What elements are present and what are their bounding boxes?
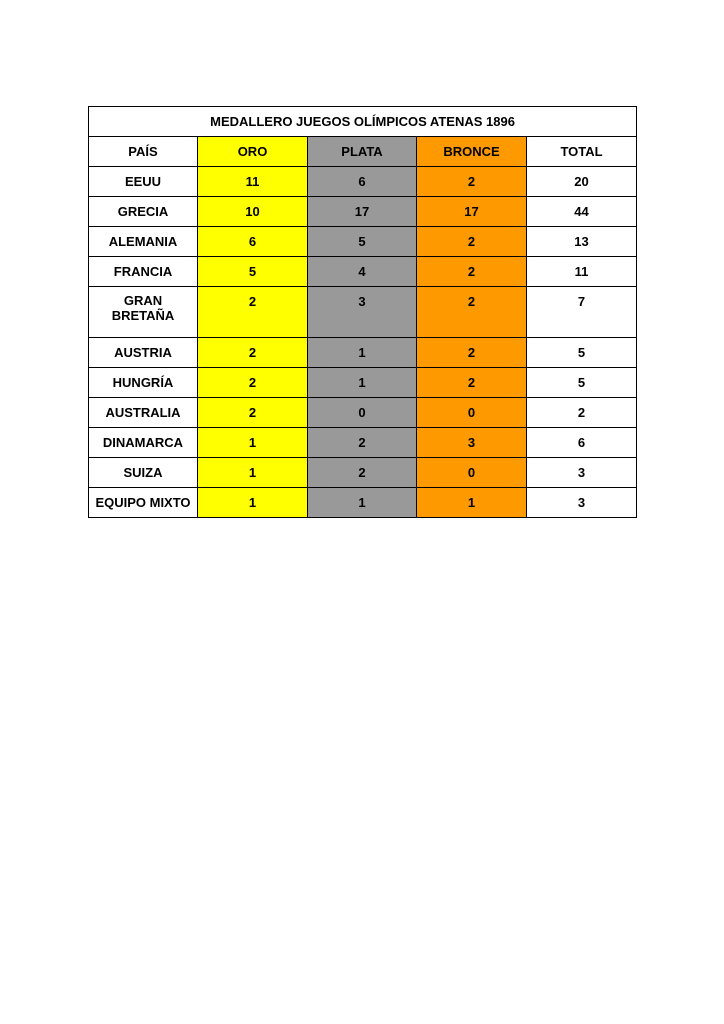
silver-cell: 1 bbox=[308, 368, 417, 398]
table-row bbox=[89, 488, 637, 518]
header-total: TOTAL bbox=[527, 137, 637, 167]
total-cell: 11 bbox=[527, 257, 637, 287]
table-row bbox=[89, 257, 637, 287]
total-cell: 7 bbox=[527, 287, 637, 338]
silver-cell: 6 bbox=[308, 167, 417, 197]
silver-cell: 5 bbox=[308, 227, 417, 257]
table-title-row bbox=[89, 107, 637, 137]
bronze-cell: 2 bbox=[417, 368, 527, 398]
gold-cell: 6 bbox=[198, 227, 308, 257]
country-cell: AUSTRALIA bbox=[89, 398, 198, 428]
bronze-cell: 2 bbox=[417, 227, 527, 257]
table-row bbox=[89, 287, 637, 338]
total-cell: 3 bbox=[527, 458, 637, 488]
gold-cell: 11 bbox=[198, 167, 308, 197]
country-cell: FRANCIA bbox=[89, 257, 198, 287]
silver-cell: 1 bbox=[308, 338, 417, 368]
silver-cell: 17 bbox=[308, 197, 417, 227]
bronze-cell: 0 bbox=[417, 458, 527, 488]
table-row bbox=[89, 227, 637, 257]
country-cell: EEUU bbox=[89, 167, 198, 197]
header-country: PAÍS bbox=[89, 137, 198, 167]
total-cell: 2 bbox=[527, 398, 637, 428]
gold-cell: 2 bbox=[198, 338, 308, 368]
table-row bbox=[89, 368, 637, 398]
total-cell: 5 bbox=[527, 368, 637, 398]
header-silver: PLATA bbox=[308, 137, 417, 167]
gold-cell: 1 bbox=[198, 428, 308, 458]
silver-cell: 2 bbox=[308, 458, 417, 488]
country-cell: HUNGRÍA bbox=[89, 368, 198, 398]
silver-cell: 2 bbox=[308, 428, 417, 458]
bronze-cell: 2 bbox=[417, 167, 527, 197]
table-row bbox=[89, 167, 637, 197]
bronze-cell: 2 bbox=[417, 257, 527, 287]
country-cell: EQUIPO MIXTO bbox=[89, 488, 198, 518]
table-row bbox=[89, 398, 637, 428]
bronze-cell: 17 bbox=[417, 197, 527, 227]
gold-cell: 1 bbox=[198, 488, 308, 518]
country-name-line2: BRETAÑA bbox=[111, 308, 175, 323]
silver-cell: 3 bbox=[308, 287, 417, 338]
medal-table bbox=[88, 106, 637, 518]
total-cell: 13 bbox=[527, 227, 637, 257]
gold-cell: 1 bbox=[198, 458, 308, 488]
table-row bbox=[89, 428, 637, 458]
gold-cell: 5 bbox=[198, 257, 308, 287]
country-cell bbox=[89, 287, 198, 338]
bronze-cell: 0 bbox=[417, 398, 527, 428]
silver-cell: 0 bbox=[308, 398, 417, 428]
country-cell: GRECIA bbox=[89, 197, 198, 227]
table-row bbox=[89, 458, 637, 488]
country-name-line1: GRAN bbox=[123, 293, 163, 308]
country-cell: DINAMARCA bbox=[89, 428, 198, 458]
gold-cell: 2 bbox=[198, 287, 308, 338]
gold-cell: 2 bbox=[198, 368, 308, 398]
silver-cell: 1 bbox=[308, 488, 417, 518]
table-header-row bbox=[89, 137, 637, 167]
table-title: MEDALLERO JUEGOS OLÍMPICOS ATENAS 1896 bbox=[89, 107, 637, 137]
gold-cell: 2 bbox=[198, 398, 308, 428]
table-row bbox=[89, 197, 637, 227]
header-gold: ORO bbox=[198, 137, 308, 167]
country-cell: SUIZA bbox=[89, 458, 198, 488]
total-cell: 20 bbox=[527, 167, 637, 197]
bronze-cell: 1 bbox=[417, 488, 527, 518]
gold-cell: 10 bbox=[198, 197, 308, 227]
total-cell: 3 bbox=[527, 488, 637, 518]
silver-cell: 4 bbox=[308, 257, 417, 287]
bronze-cell: 2 bbox=[417, 338, 527, 368]
bronze-cell: 2 bbox=[417, 287, 527, 338]
country-cell: ALEMANIA bbox=[89, 227, 198, 257]
bronze-cell: 3 bbox=[417, 428, 527, 458]
country-cell: AUSTRIA bbox=[89, 338, 198, 368]
table-row bbox=[89, 338, 637, 368]
header-bronze: BRONCE bbox=[417, 137, 527, 167]
total-cell: 6 bbox=[527, 428, 637, 458]
total-cell: 44 bbox=[527, 197, 637, 227]
total-cell: 5 bbox=[527, 338, 637, 368]
